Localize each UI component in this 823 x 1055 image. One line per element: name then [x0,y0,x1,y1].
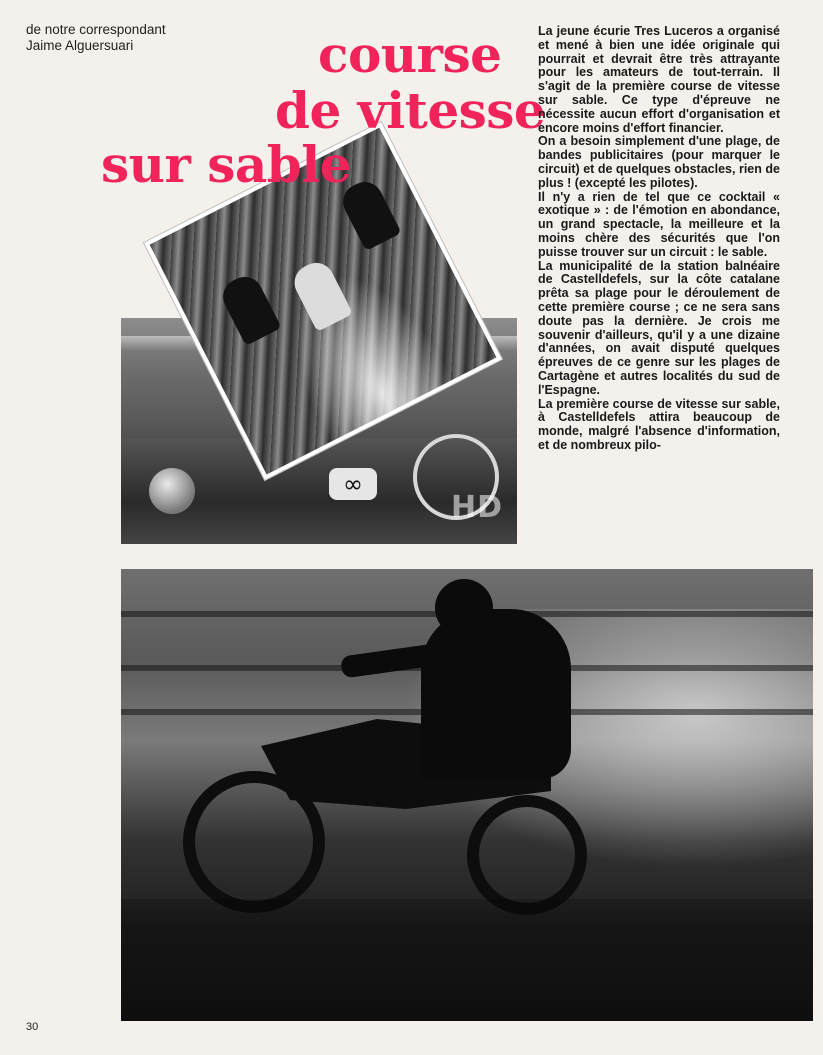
byline [26,22,166,54]
headline-line-2: de vitesse [275,81,546,140]
article-paragraph: La jeune écurie Tres Luceros a organisé et mené à bien une idée originale qui pourrait et devrait être très attrayante pour les amateurs de tout-terrain. Il s'agit de la première course de vitesse sur sable. Ce type d'épreuve ne nécessite aucun effort d'organisation et encore moins d'effort financier. [538,24,780,135]
byline-author: Jaime Alguersuari [26,38,134,53]
article-paragraph: La première course de vitesse sur sable, à Castelldefels attira beaucoup de monde, malgré l'absence d'information, et de nombreux pilo- [538,396,780,452]
headline-line-3: sur sable [101,135,352,194]
photo-rider-silhouette [121,569,813,1021]
headline-line-1: course [318,25,502,84]
helmet-shape [149,468,195,514]
page-number: 30 [26,1021,39,1033]
byline-correspondent: de notre correspondant [26,22,166,37]
article-paragraph: La municipalité de la station balnéaire de Castelldefels, sur la côte catalane prêta sa plage pour le déroulement de cette première course ; ce ne sera sans doute pas la dernière. Je crois me souvenir d'ailleurs, qu'il y a une dizaine d'années, on avait disputé quelques épreuves de ce genre sur les plages de Cartagène et autres localités du sud de l'Espagne. [538,258,780,397]
article-column [538,25,780,453]
photo-watermark: HD [451,490,504,525]
race-number-plate: ∞ [329,468,377,500]
article-paragraph: Il n'y a rien de tel que ce cocktail « exotique » : de l'émotion en abondance, un grand spectacle, la meilleure et la moins chère des sécurités que l'on puisse trouver sur un circuit : le sable. [538,189,780,259]
article-paragraph: On a besoin simplement d'une plage, de bandes publicitaires (pour marquer le circuit) et de quelques obstacles, rien de plus ! (excepté les pilotes). [538,134,780,190]
